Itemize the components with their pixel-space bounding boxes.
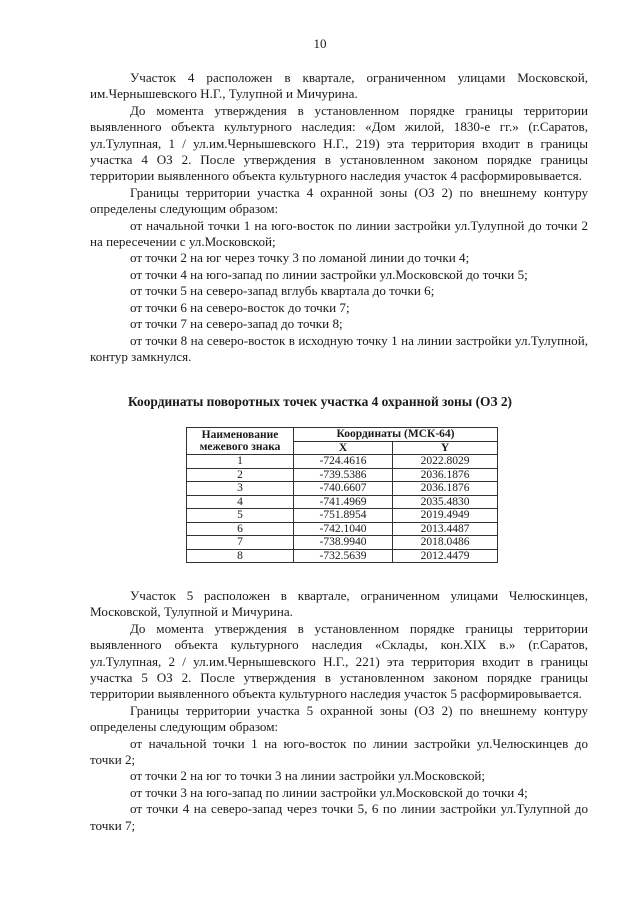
coord-x: -741.4969 — [294, 495, 393, 509]
point-number: 6 — [187, 522, 294, 536]
coord-y: 2012.4479 — [393, 549, 498, 563]
coord-x: -732.5639 — [294, 549, 393, 563]
table-title: Координаты поворотных точек участка 4 охранной зоны (ОЗ 2) — [127, 394, 513, 409]
paragraph: от точки 6 на северо-восток до точки 7; — [130, 299, 350, 315]
coord-y: 2022.8029 — [393, 455, 498, 469]
point-number: 3 — [187, 482, 294, 496]
point-number: 5 — [187, 509, 294, 523]
section-plot-5 — [90, 588, 588, 834]
header-name: Наименование межевого знака — [187, 428, 294, 455]
table-row — [187, 468, 498, 482]
paragraph: Границы территории участка 4 охранной зоны (ОЗ 2) по внешнему контуру определены следующим образом: — [90, 184, 588, 217]
coord-y: 2013.4487 — [393, 522, 498, 536]
paragraph: от точки 3 на юго-запад по линии застройки ул.Московской до точки 4; — [130, 784, 528, 800]
coordinates-table — [186, 427, 498, 563]
paragraph: от точки 5 на северо-запад вглубь квартала до точки 6; — [130, 283, 435, 299]
table-row — [187, 482, 498, 496]
coord-y: 2036.1876 — [393, 468, 498, 482]
paragraph: от точки 2 на юг то точки 3 на линии застройки ул.Московской; — [130, 768, 486, 784]
table-row — [187, 455, 498, 469]
paragraph: от начальной точки 1 на юго-восток по линии застройки ул.Челюскинцев до точки 2; — [90, 735, 588, 768]
paragraph: от начальной точки 1 на юго-восток по линии застройки ул.Тулупной до точки 2 на пересечении с ул.Московской; — [90, 217, 588, 250]
paragraph: До момента утверждения в установленном порядке границы территории выявленного объекта культурного наследия «Склады, кон.XIX в.» (г.Саратов, ул.Тулупная, 2 / ул.им.Чернышевского Н.Г., 221) эта территория входит в границы участка 5 ОЗ 2. После утверждения в установленном законом порядке границы территории выявленного объекта культурного наследия участок 5 расформировывается. — [90, 620, 588, 702]
paragraph: До момента утверждения в установленном порядке границы территории выявленного объекта культурного наследия: «Дом жилой, 1830-е гг.» (г.Саратов, ул.Тулупная, 1 / ул.им.Чернышевского Н.Г., 219) эта территория входит в границы участка 4 ОЗ 2. После утверждения в установленном законом порядке границы территории выявленного объекта культурного наследия участок 4 расформировывается. — [90, 102, 588, 184]
coord-x: -742.1040 — [294, 522, 393, 536]
point-number: 4 — [187, 495, 294, 509]
coord-x: -724.4616 — [294, 455, 393, 469]
header-y: Y — [393, 441, 498, 455]
point-number: 7 — [187, 536, 294, 550]
header-coords: Координаты (МСК-64) — [294, 428, 498, 442]
point-number: 8 — [187, 549, 294, 563]
paragraph: от точки 4 на юго-запад по линии застройки ул.Московской до точки 5; — [130, 266, 528, 282]
paragraph: от точки 8 на северо-восток в исходную точку 1 на линии застройки ул.Тулупной, контур замкнулся. — [90, 332, 588, 364]
point-number: 2 — [187, 468, 294, 482]
header-x: X — [294, 441, 393, 455]
point-number: 1 — [187, 455, 294, 469]
coord-x: -739.5386 — [294, 468, 393, 482]
coord-y: 2019.4949 — [393, 509, 498, 523]
paragraph: от точки 2 на юг через точку 3 по ломаной линии до точки 4; — [130, 250, 470, 266]
coord-x: -740.6607 — [294, 482, 393, 496]
table-row — [187, 549, 498, 563]
paragraph: Границы территории участка 5 охранной зоны (ОЗ 2) по внешнему контуру определены следующим образом: — [90, 702, 588, 735]
coord-y: 2035.4830 — [393, 495, 498, 509]
coord-y: 2036.1876 — [393, 482, 498, 496]
coord-x: -751.8954 — [294, 509, 393, 523]
table-row — [187, 536, 498, 550]
paragraph: Участок 5 расположен в квартале, ограниченном улицами Челюскинцев, Московской, Тулупной и Мичурина. — [90, 588, 588, 620]
paragraph: Участок 4 расположен в квартале, ограниченном улицами Московской, им.Чернышевского Н.Г., Тулупной и Мичурина. — [90, 70, 588, 102]
table-row — [187, 509, 498, 523]
coord-y: 2018.0486 — [393, 536, 498, 550]
paragraph: от точки 7 на северо-запад до точки 8; — [130, 316, 343, 332]
table-row — [187, 495, 498, 509]
table-row — [187, 522, 498, 536]
paragraph: от точки 4 на северо-запад через точки 5, 6 по линии застройки ул.Тулупной до точки 7; — [90, 801, 588, 833]
section-plot-4 — [90, 70, 588, 365]
coord-x: -738.9940 — [294, 536, 393, 550]
page-number: 10 — [313, 36, 327, 51]
